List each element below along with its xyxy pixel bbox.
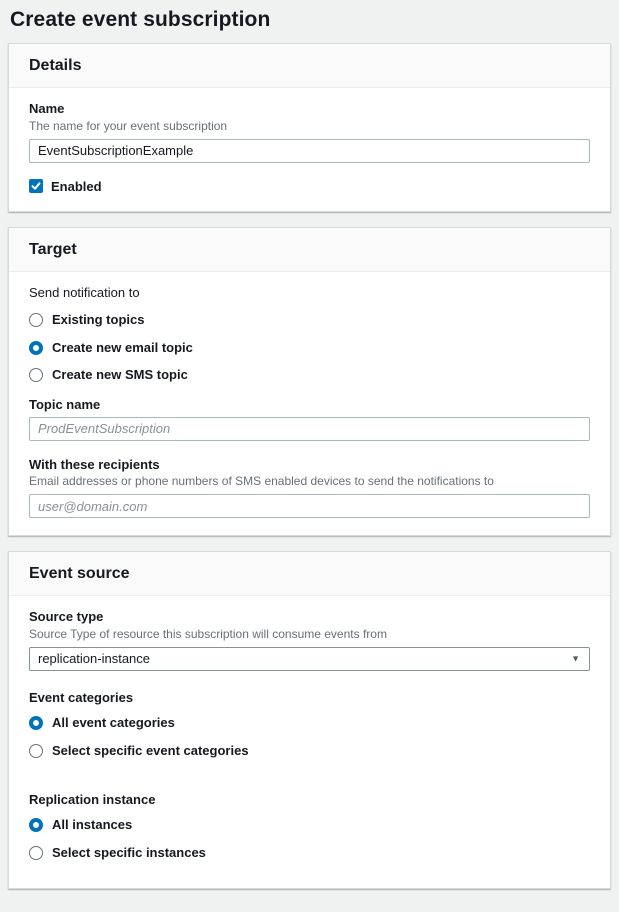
name-description: The name for your event subscription — [29, 118, 228, 133]
radio-label: All event categories — [52, 715, 175, 731]
radio-row-create-new-email-topic[interactable] — [29, 340, 590, 356]
radio-row-create-new-sms-topic[interactable] — [29, 367, 590, 383]
target-card-body — [9, 272, 610, 536]
radio-button[interactable] — [29, 846, 43, 860]
check-icon — [31, 181, 41, 191]
source-type-label: Source type — [29, 609, 104, 625]
enabled-checkbox[interactable] — [29, 179, 43, 193]
radio-row-all-event-categories[interactable] — [29, 715, 590, 731]
enabled-checkbox-row[interactable] — [29, 179, 590, 194]
details-card — [8, 43, 611, 212]
radio-label: Select specific instances — [52, 844, 206, 860]
radio-label: Create new email topic — [52, 339, 193, 355]
event-source-card-header — [9, 552, 610, 596]
radio-label: Select specific event categories — [52, 742, 249, 758]
replication-instance-group — [29, 792, 590, 861]
event-categories-label: Event categories — [29, 689, 134, 705]
name-field — [29, 101, 590, 163]
send-notification-label: Send notification to — [29, 284, 140, 300]
topic-name-label: Topic name — [29, 396, 101, 412]
name-input[interactable] — [29, 139, 590, 163]
recipients-description: Email addresses or phone numbers of SMS enabled devices to send the notifications to — [29, 474, 494, 489]
radio-button[interactable] — [29, 313, 43, 327]
caret-down-icon: ▼ — [571, 653, 580, 664]
radio-label: All instances — [52, 817, 133, 833]
radio-button[interactable] — [29, 744, 43, 758]
target-card-title: Target — [29, 240, 77, 258]
source-type-selected-value: replication-instance — [38, 651, 151, 667]
target-card — [8, 227, 611, 537]
source-type-description: Source Type of resource this subscription will consume events from — [29, 626, 387, 641]
event-source-card-title: Event source — [29, 565, 130, 583]
recipients-input[interactable] — [29, 494, 590, 518]
replication-instance-label: Replication instance — [29, 791, 156, 807]
recipients-label: With these recipients — [29, 456, 160, 472]
event-source-card-body — [9, 596, 610, 888]
target-card-header — [9, 228, 610, 272]
topic-name-input[interactable] — [29, 417, 590, 441]
radio-button[interactable] — [29, 716, 43, 730]
radio-row-select-specific-instances[interactable] — [29, 845, 590, 861]
details-card-title: Details — [29, 57, 82, 74]
radio-button[interactable] — [29, 818, 43, 832]
event-source-card — [8, 551, 611, 889]
source-type-field — [29, 609, 590, 671]
page-title: Create event subscription — [10, 8, 271, 31]
enabled-label: Enabled — [51, 178, 102, 194]
radio-button[interactable] — [29, 368, 43, 382]
name-label: Name — [29, 101, 65, 116]
details-card-header — [9, 44, 610, 88]
radio-row-existing-topics[interactable] — [29, 312, 590, 328]
radio-row-all-instances[interactable] — [29, 817, 590, 833]
source-type-select[interactable] — [29, 647, 590, 671]
details-card-body — [9, 88, 610, 211]
radio-button[interactable] — [29, 341, 43, 355]
radio-row-select-specific-event-categories[interactable] — [29, 743, 590, 759]
event-categories-group — [29, 690, 590, 759]
topic-name-field — [29, 397, 590, 441]
recipients-field — [29, 457, 590, 519]
radio-label: Create new SMS topic — [52, 367, 188, 383]
radio-label: Existing topics — [52, 312, 145, 328]
